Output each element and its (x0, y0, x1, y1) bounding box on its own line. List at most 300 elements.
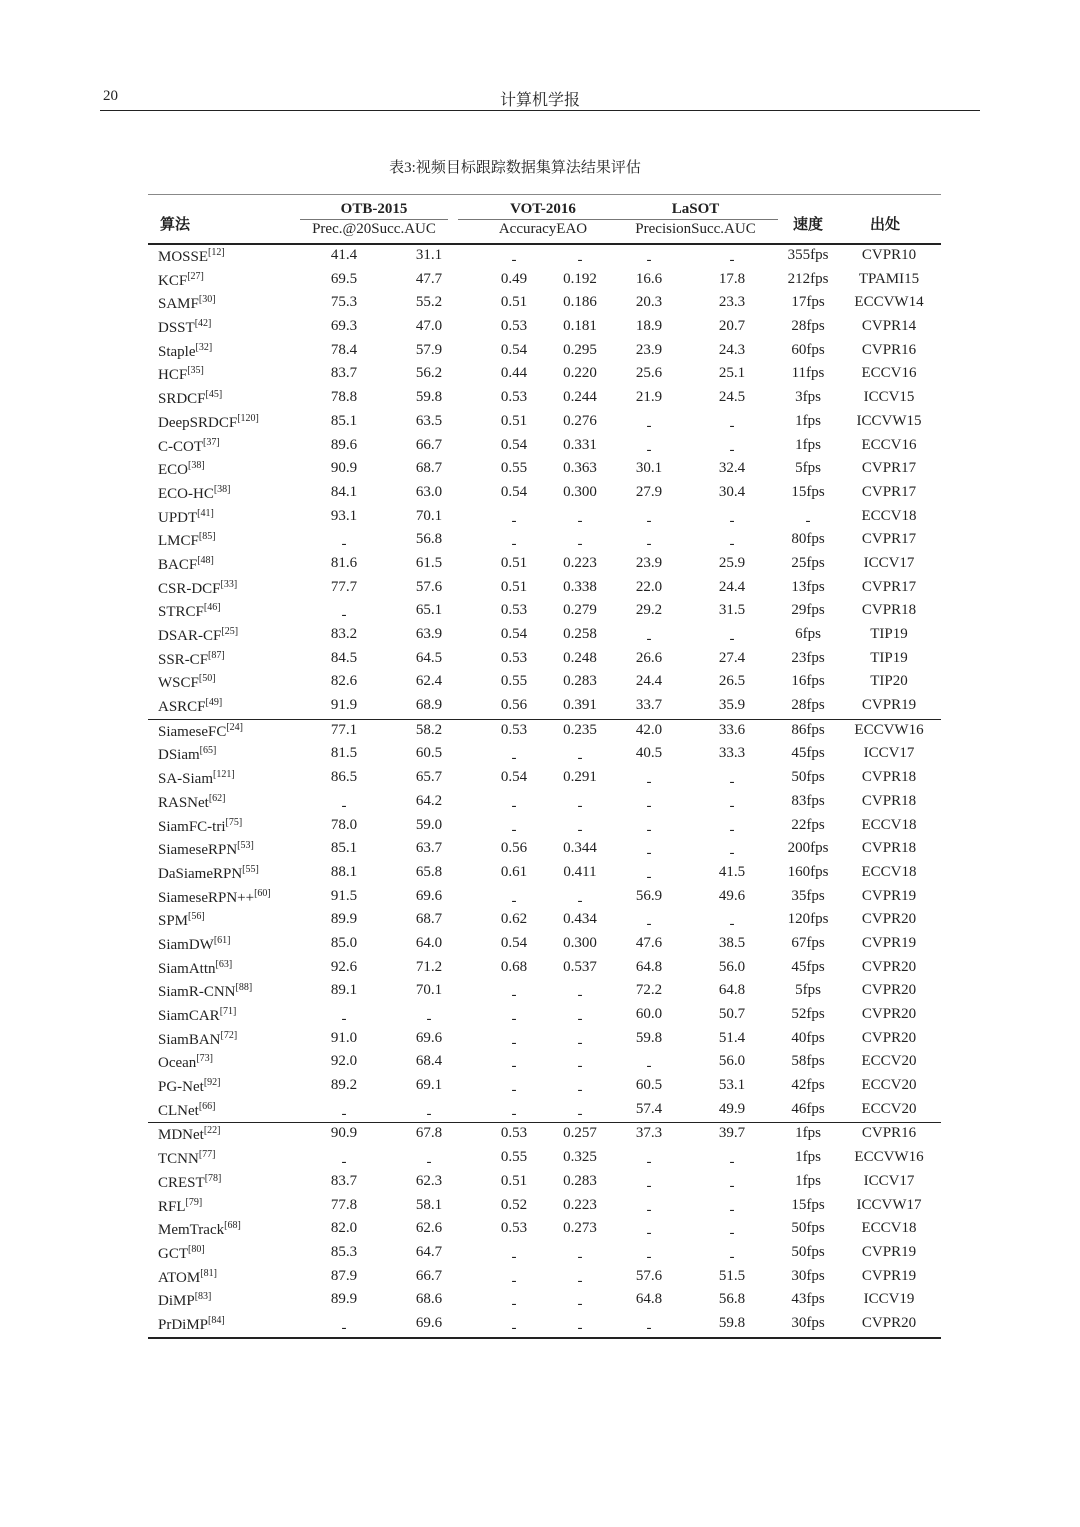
cell-lasot-auc: 24.3 (718, 341, 746, 358)
table-caption: 表3:视频目标跟踪数据集算法结果评估 (389, 160, 641, 176)
cell-lasot-auc: - (729, 916, 735, 933)
cell-otb-prec: 91.5 (330, 887, 358, 904)
algorithm-name: DSAR-CF[25] (158, 626, 239, 644)
cell-vot-eao: - (577, 1248, 583, 1265)
citation-ref: [79] (185, 1196, 203, 1208)
cell-otb-auc: - (426, 1154, 432, 1171)
cell-source: CVPR20 (861, 1314, 917, 1331)
table-row (148, 1028, 941, 1052)
cell-lasot-precision: 72.2 (635, 982, 663, 999)
cell-otb-prec: 83.2 (330, 626, 358, 642)
cell-lasot-auc: 24.4 (718, 578, 746, 595)
cell-otb-auc: 64.5 (415, 649, 443, 666)
table-row (148, 1099, 941, 1123)
cell-vot-eao: 0.244 (563, 389, 597, 406)
cell-speed: 42fps (791, 1077, 825, 1094)
cell-lasot-precision: 24.4 (635, 673, 663, 690)
citation-ref: [73] (196, 1053, 213, 1065)
cell-vot-accuracy: - (511, 1248, 517, 1265)
cell-vot-eao: 0.223 (563, 1196, 597, 1213)
algorithm-name: STRCF[46] (158, 602, 221, 621)
cell-lasot-precision: 56.9 (635, 887, 663, 904)
cell-lasot-precision: 64.8 (635, 958, 663, 975)
table-body (148, 245, 941, 1339)
cell-lasot-precision: - (646, 1319, 652, 1336)
cell-source: ECCV18 (861, 863, 917, 880)
cell-otb-auc: 63.5 (415, 412, 443, 429)
citation-ref: [38] (213, 483, 231, 495)
citation-ref: [37] (203, 436, 220, 448)
cell-lasot-precision: 26.6 (635, 649, 663, 666)
cell-lasot-auc: 17.8 (718, 270, 746, 287)
cell-otb-prec: 85.1 (330, 412, 358, 429)
algorithm-name: DiMP[83] (158, 1291, 212, 1310)
cell-lasot-auc: - (729, 631, 735, 647)
table-row (148, 671, 941, 695)
cell-otb-auc: 57.9 (415, 341, 443, 358)
citation-ref: [61] (213, 934, 231, 946)
algorithm-name: SiamBAN[72] (158, 1029, 238, 1048)
cell-source: CVPR17 (861, 460, 917, 477)
cell-vot-eao: 0.283 (563, 1172, 597, 1189)
cell-otb-auc: 31.1 (415, 247, 443, 263)
algorithm-name: BACF[48] (158, 554, 214, 573)
cell-otb-prec: 78.4 (330, 341, 358, 358)
cell-source: CVPR16 (861, 341, 917, 358)
cell-otb-auc: 64.0 (415, 934, 443, 951)
table-row (148, 577, 941, 601)
cell-otb-prec: 85.0 (330, 934, 358, 951)
algorithm-name: SiamDW[61] (158, 934, 231, 953)
cell-vot-eao: 0.295 (563, 341, 597, 358)
cell-otb-prec: 82.6 (330, 673, 358, 690)
algorithm-name: CLNet[66] (158, 1100, 216, 1119)
cell-otb-prec: 85.3 (330, 1243, 358, 1260)
cell-lasot-auc: 30.4 (718, 483, 746, 500)
cell-otb-auc: 63.0 (415, 483, 443, 500)
cell-otb-auc: 64.7 (415, 1243, 443, 1260)
cell-speed: 83fps (791, 792, 825, 809)
cell-otb-prec: 78.0 (330, 816, 358, 833)
header-group-lasot: LaSOT (613, 201, 778, 220)
cell-speed: 22fps (791, 816, 825, 833)
cell-lasot-auc: 56.0 (718, 958, 746, 975)
cell-speed: 86fps (791, 721, 825, 738)
cell-otb-auc: 55.2 (415, 294, 443, 311)
cell-vot-accuracy: 0.62 (500, 911, 528, 928)
cell-lasot-precision: 37.3 (635, 1125, 663, 1142)
cell-speed: 40fps (791, 1029, 825, 1046)
cell-vot-eao: - (577, 512, 583, 529)
cell-speed: 67fps (791, 934, 825, 951)
cell-speed: - (805, 512, 811, 529)
cell-vot-eao: - (577, 821, 583, 838)
table-row (148, 957, 941, 981)
cell-source: ECCVW16 (854, 1149, 924, 1166)
cell-otb-prec: 89.9 (330, 911, 358, 928)
cell-speed: 355fps (787, 247, 829, 263)
cell-lasot-precision: 33.7 (635, 697, 663, 714)
cell-otb-prec: 90.9 (330, 1125, 358, 1142)
cell-otb-auc: 71.2 (415, 958, 443, 975)
cell-source: CVPR17 (861, 578, 917, 595)
cell-lasot-auc: 51.5 (718, 1267, 746, 1284)
cell-otb-auc: 68.9 (415, 697, 443, 714)
cell-speed: 16fps (791, 673, 825, 690)
algorithm-name: SSR-CF[87] (158, 649, 225, 668)
cell-speed: 23fps (791, 649, 825, 666)
citation-ref: [120] (237, 412, 259, 424)
table-row (148, 1289, 941, 1313)
cell-speed: 50fps (791, 1243, 825, 1260)
citation-ref: [85] (198, 531, 216, 543)
cell-source: ICCV19 (863, 1291, 915, 1308)
cell-source: CVPR19 (861, 887, 917, 904)
cell-lasot-precision: - (646, 1177, 652, 1194)
cell-vot-accuracy: - (511, 797, 517, 814)
cell-otb-prec: - (341, 797, 347, 814)
cell-speed: 15fps (791, 483, 825, 500)
algorithm-name: ASRCF[49] (158, 697, 223, 716)
cell-speed: 3fps (795, 389, 821, 406)
cell-speed: 50fps (791, 1220, 825, 1237)
table-row (148, 553, 941, 577)
cell-lasot-precision: - (646, 1201, 652, 1218)
header-sub-vot: AccuracyEAO (498, 221, 588, 237)
algorithm-name: MOSSE[12] (158, 247, 225, 265)
cell-vot-eao: 0.181 (563, 318, 597, 335)
cell-otb-prec: 86.5 (330, 769, 358, 786)
algorithm-name: PG-Net[92] (158, 1077, 221, 1096)
cell-speed: 1fps (795, 1172, 821, 1189)
cell-otb-prec: 77.1 (330, 721, 358, 738)
cell-speed: 28fps (791, 318, 825, 335)
citation-ref: [80] (188, 1243, 205, 1255)
cell-otb-auc: 69.6 (415, 1314, 443, 1331)
header-rule (100, 110, 980, 111)
table-row (148, 458, 941, 482)
citation-ref: [72] (220, 1029, 238, 1041)
cell-lasot-precision: 60.0 (635, 1006, 663, 1022)
cell-otb-prec: 91.9 (330, 697, 358, 714)
table-row (148, 815, 941, 839)
cell-source: ECCV16 (861, 365, 917, 382)
cell-lasot-auc: 59.8 (718, 1314, 746, 1331)
cell-speed: 52fps (791, 1006, 825, 1022)
table-row (148, 767, 941, 791)
cell-speed: 45fps (791, 745, 825, 762)
cell-otb-auc: 65.8 (415, 863, 443, 880)
cell-otb-auc: 63.7 (415, 840, 443, 857)
cell-source: CVPR17 (861, 483, 917, 500)
cell-vot-eao: - (577, 1034, 583, 1051)
cell-speed: 29fps (791, 602, 825, 619)
cell-vot-accuracy: - (511, 821, 517, 838)
cell-vot-accuracy: 0.53 (500, 649, 528, 666)
table-row (148, 411, 941, 435)
cell-lasot-auc: 53.1 (718, 1077, 746, 1094)
cell-source: CVPR18 (861, 840, 917, 857)
cell-vot-eao: 0.363 (563, 460, 597, 477)
cell-lasot-auc: 49.9 (718, 1100, 746, 1117)
cell-otb-auc: 65.1 (415, 602, 443, 619)
cell-speed: 160fps (787, 863, 829, 880)
algorithm-name: ECO[38] (158, 460, 205, 479)
cell-vot-eao: - (577, 1058, 583, 1075)
algorithm-name: DeepSRDCF[120] (158, 412, 259, 431)
cell-vot-eao: 0.338 (563, 578, 597, 595)
cell-speed: 15fps (791, 1196, 825, 1213)
algorithm-name: ATOM[81] (158, 1267, 217, 1286)
cell-lasot-auc: - (729, 1177, 735, 1194)
cell-otb-auc: 68.7 (415, 911, 443, 928)
cell-source: CVPR18 (861, 769, 917, 786)
algorithm-name: Ocean[73] (158, 1053, 213, 1072)
cell-lasot-auc: - (729, 512, 735, 529)
cell-source: ICCV17 (863, 745, 915, 762)
cell-vot-eao: - (577, 1082, 583, 1099)
cell-lasot-precision: - (646, 1225, 652, 1242)
cell-speed: 120fps (787, 911, 829, 928)
cell-speed: 30fps (791, 1314, 825, 1331)
cell-vot-accuracy: - (511, 750, 517, 767)
results-table (148, 194, 941, 1339)
cell-speed: 1fps (795, 1149, 821, 1166)
cell-lasot-precision: - (646, 1154, 652, 1171)
cell-otb-auc: 58.2 (415, 721, 443, 738)
cell-otb-auc: 66.7 (415, 436, 443, 453)
cell-vot-eao: - (577, 1319, 583, 1336)
cell-lasot-auc: 24.5 (718, 389, 746, 406)
cell-lasot-precision: 23.9 (635, 554, 663, 571)
cell-lasot-precision: - (646, 1058, 652, 1075)
cell-lasot-auc: - (729, 417, 735, 434)
citation-ref: [87] (208, 649, 225, 661)
cell-source: CVPR20 (861, 982, 917, 999)
citation-ref: [75] (225, 816, 243, 828)
cell-vot-accuracy: 0.53 (500, 1125, 528, 1142)
algorithm-name: DSiam[65] (158, 745, 217, 764)
cell-speed: 11fps (791, 365, 825, 382)
cell-otb-auc: - (426, 1011, 432, 1027)
cell-vot-eao: 0.192 (563, 270, 597, 287)
cell-source: CVPR10 (861, 247, 917, 263)
cell-speed: 200fps (787, 840, 829, 857)
cell-lasot-auc: 26.5 (718, 673, 746, 690)
table-row (148, 1242, 941, 1266)
cell-source: CVPR20 (861, 1006, 917, 1022)
cell-vot-eao: 0.391 (563, 697, 597, 714)
cell-otb-prec: 89.6 (330, 436, 358, 453)
cell-vot-eao: - (577, 750, 583, 767)
cell-lasot-auc: 25.1 (718, 365, 746, 382)
cell-lasot-auc: - (729, 797, 735, 814)
cell-otb-auc: - (426, 1105, 432, 1122)
cell-lasot-precision: 22.0 (635, 578, 663, 595)
cell-vot-eao: 0.276 (563, 412, 597, 429)
cell-lasot-auc: - (729, 536, 735, 553)
cell-otb-auc: 64.2 (415, 792, 443, 809)
cell-lasot-precision: - (646, 631, 652, 647)
cell-otb-auc: 69.6 (415, 1029, 443, 1046)
table-row (148, 838, 941, 862)
cell-otb-auc: 66.7 (415, 1267, 443, 1284)
cell-source: ECCV16 (861, 436, 917, 453)
cell-otb-auc: 62.3 (415, 1172, 443, 1189)
cell-speed: 13fps (791, 578, 825, 595)
cell-otb-prec: 69.5 (330, 270, 358, 287)
cell-vot-accuracy: 0.49 (500, 270, 528, 287)
citation-ref: [22] (203, 1125, 221, 1137)
citation-ref: [56] (188, 911, 205, 923)
cell-lasot-precision: - (646, 868, 652, 885)
cell-lasot-auc: 32.4 (718, 460, 746, 477)
cell-lasot-auc: - (729, 1154, 735, 1171)
citation-ref: [41] (197, 507, 214, 519)
cell-vot-accuracy: 0.51 (500, 554, 528, 571)
cell-otb-prec: 41.4 (330, 247, 358, 263)
table-row (148, 1266, 941, 1290)
citation-ref: [55] (242, 863, 259, 875)
cell-vot-eao: - (577, 1105, 583, 1122)
table-row (148, 292, 941, 316)
citation-ref: [45] (205, 389, 223, 401)
algorithm-name: RFL[79] (158, 1196, 203, 1215)
cell-vot-accuracy: - (511, 536, 517, 553)
algorithm-name: CREST[78] (158, 1172, 222, 1191)
table-row (148, 1147, 941, 1171)
cell-lasot-precision: - (646, 536, 652, 553)
cell-otb-prec: 89.2 (330, 1077, 358, 1094)
table-row (148, 435, 941, 459)
table-row (148, 1004, 941, 1028)
cell-otb-prec: - (341, 1319, 347, 1336)
cell-vot-eao: 0.291 (563, 769, 597, 786)
cell-speed: 43fps (791, 1291, 825, 1308)
cell-otb-auc: 63.9 (415, 626, 443, 642)
cell-source: CVPR19 (861, 934, 917, 951)
cell-otb-prec: 78.8 (330, 389, 358, 406)
header-source: 出处 (870, 217, 901, 233)
citation-ref: [78] (204, 1172, 222, 1184)
cell-lasot-precision: 64.8 (635, 1291, 663, 1308)
table-row (148, 506, 941, 530)
cell-vot-accuracy: 0.68 (500, 958, 528, 975)
cell-vot-accuracy: 0.54 (500, 934, 528, 951)
cell-speed: 6fps (795, 626, 821, 642)
cell-otb-auc: 47.7 (415, 270, 443, 287)
cell-vot-eao: 0.434 (563, 911, 597, 928)
cell-vot-accuracy: 0.51 (500, 1172, 528, 1189)
cell-vot-eao: 0.223 (563, 554, 597, 571)
citation-ref: [63] (215, 958, 233, 970)
cell-source: ECCVW14 (854, 294, 924, 311)
cell-vot-eao: - (577, 536, 583, 553)
citation-ref: [81] (200, 1267, 217, 1279)
cell-lasot-precision: - (646, 252, 652, 268)
algorithm-name: WSCF[50] (158, 673, 216, 692)
cell-vot-accuracy: 0.53 (500, 602, 528, 619)
citation-ref: [62] (208, 792, 226, 804)
algorithm-name: ECO-HC[38] (158, 483, 231, 502)
cell-vot-accuracy: - (511, 1034, 517, 1051)
cell-speed: 212fps (787, 270, 829, 287)
citation-ref: [30] (198, 294, 216, 306)
cell-lasot-precision: - (646, 512, 652, 529)
cell-vot-accuracy: 0.51 (500, 294, 528, 311)
algorithm-name: SiameseRPN[53] (158, 840, 254, 859)
algorithm-name: MemTrack[68] (158, 1220, 241, 1239)
cell-otb-prec: - (341, 1105, 347, 1122)
citation-ref: [38] (188, 460, 205, 472)
cell-vot-accuracy: 0.55 (500, 460, 528, 477)
cell-otb-auc: 62.4 (415, 673, 443, 690)
cell-vot-accuracy: 0.51 (500, 578, 528, 595)
cell-lasot-auc: 33.6 (718, 721, 746, 738)
table-row (148, 624, 941, 648)
cell-vot-accuracy: 0.53 (500, 1220, 528, 1237)
algorithm-name: MDNet[22] (158, 1125, 221, 1144)
algorithm-name: SRDCF[45] (158, 389, 223, 408)
cell-otb-auc: 58.1 (415, 1196, 443, 1213)
cell-otb-auc: 69.1 (415, 1077, 443, 1094)
table-row (148, 1122, 941, 1147)
algorithm-name: TCNN[77] (158, 1149, 216, 1168)
cell-lasot-precision: 47.6 (635, 934, 663, 951)
cell-source: CVPR20 (861, 911, 917, 928)
table-row (148, 791, 941, 815)
cell-otb-auc: 68.6 (415, 1291, 443, 1308)
cell-lasot-auc: 31.5 (718, 602, 746, 619)
cell-speed: 5fps (795, 460, 821, 477)
citation-ref: [27] (187, 270, 204, 282)
cell-source: CVPR18 (861, 792, 917, 809)
cell-source: ECCV20 (861, 1100, 917, 1117)
cell-lasot-precision: - (646, 417, 652, 434)
cell-vot-eao: - (577, 797, 583, 814)
table-row (148, 1195, 941, 1219)
cell-otb-prec: 89.1 (330, 982, 358, 999)
algorithm-name: SiamAttn[63] (158, 958, 233, 977)
cell-vot-eao: - (577, 987, 583, 1004)
algorithm-name: SiamR-CNN[88] (158, 982, 253, 1001)
cell-source: ECCVW16 (854, 721, 924, 738)
table-row (148, 1218, 941, 1242)
cell-lasot-precision: 25.6 (635, 365, 663, 382)
algorithm-name: DSST[42] (158, 318, 212, 337)
algorithm-name: Staple[32] (158, 341, 213, 360)
cell-speed: 1fps (795, 1125, 821, 1142)
cell-lasot-auc: 25.9 (718, 554, 746, 571)
algorithm-name: DaSiameRPN[55] (158, 863, 259, 882)
cell-lasot-auc: 64.8 (718, 982, 746, 999)
cell-otb-auc: 61.5 (415, 554, 443, 571)
cell-vot-eao: 0.186 (563, 294, 597, 311)
cell-source: ECCV20 (861, 1077, 917, 1094)
cell-lasot-precision: 18.9 (635, 318, 663, 335)
cell-otb-prec: 81.5 (330, 745, 358, 762)
cell-vot-accuracy: - (511, 1011, 517, 1027)
table-row (148, 695, 941, 719)
citation-ref: [71] (219, 1006, 237, 1017)
table-row (148, 245, 941, 269)
cell-vot-eao: 0.344 (563, 840, 597, 857)
table-row (148, 316, 941, 340)
citation-ref: [77] (198, 1149, 216, 1161)
cell-speed: 5fps (795, 982, 821, 999)
algorithm-name: UPDT[41] (158, 507, 214, 526)
cell-vot-accuracy: - (511, 1272, 517, 1289)
